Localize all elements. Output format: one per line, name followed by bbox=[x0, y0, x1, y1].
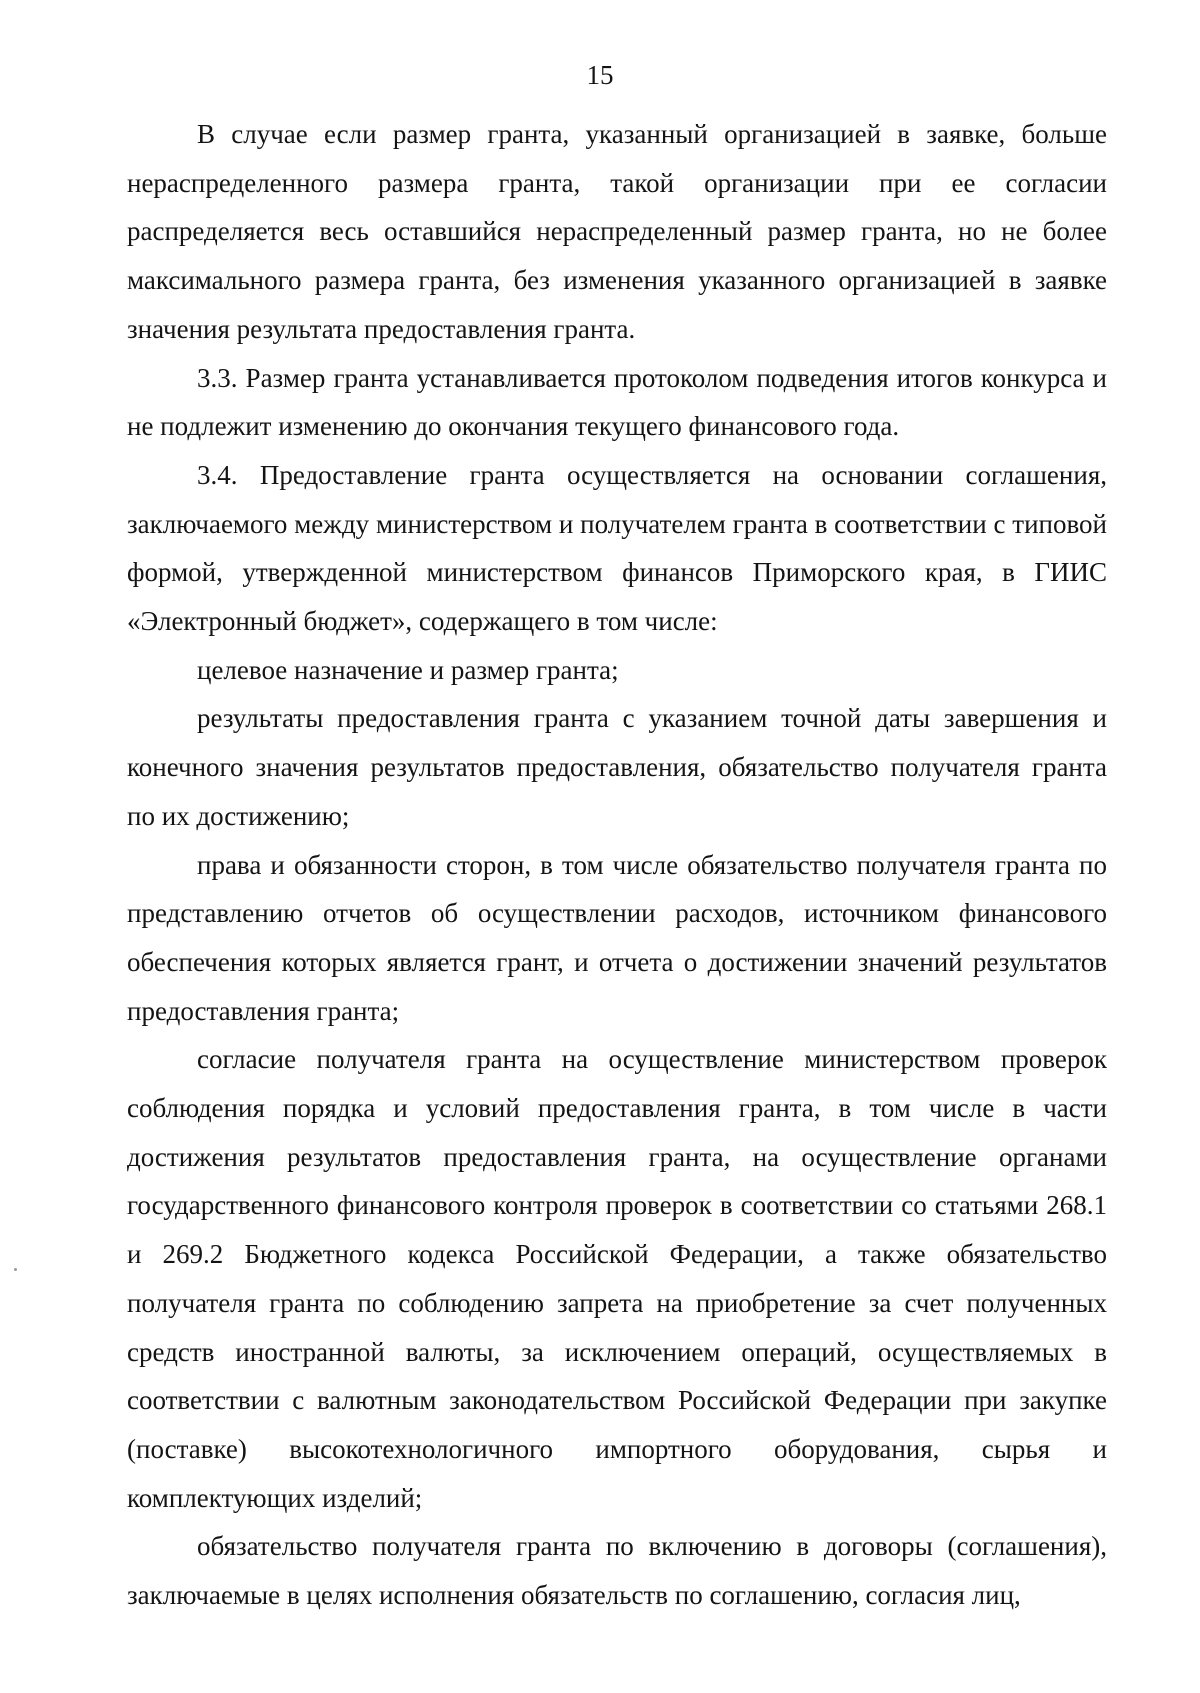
list-item-purpose: целевое назначение и размер гранта; bbox=[197, 654, 619, 685]
paragraph-grant-distribution: В случае если размер гранта, указанный организацией в заявке, больше нераспределенного размера гранта, такой организации при ее согласии распределяется весь оставшийся нераспределенный размер гранта, но не более максимального размера гранта, без изменения указанного организацией в заявке значения результата предоставления гранта. bbox=[127, 119, 1107, 344]
page-number: 15 bbox=[586, 60, 614, 90]
list-item-results: результаты предоставления гранта с указанием точной даты завершения и конечного значения результатов предоставления, обязательство получателя гранта по их достижению; bbox=[127, 703, 1107, 831]
list-item-consent: согласие получателя гранта на осуществление министерством проверок соблюдения порядка и условий предоставления гранта, в том числе в части достижения результатов предоставления гранта, на осуществление органами государственного финансового контроля проверок в соответствии со статьями 268.1 и 269.2 Бюджетного кодекса Российской Федерации, а также обязательство получателя гранта по соблюдению запрета на приобретение за счет полученных средств иностранной валюты, за исключением операций, осуществляемых в соответствии с валютным законодательством Российской Федерации при закупке (поставке) высокотехнологичного импортного оборудования, сырья и комплектующих изделий; bbox=[127, 1044, 1107, 1513]
paragraph-3-3: 3.3. Размер гранта устанавливается протоколом подведения итогов конкурса и не подлежит изменению до окончания текущего финансового года. bbox=[127, 362, 1107, 442]
paragraph-3-4: 3.4. Предоставление гранта осуществляется на основании соглашения, заключаемого между министерством и получателем гранта в соответствии с типовой формой, утвержденной министерством финансов Приморского края, в ГИИС «Электронный бюджет», содержащего в том числе: bbox=[127, 459, 1107, 637]
document-body bbox=[127, 110, 1107, 1620]
scan-speck bbox=[14, 1268, 17, 1271]
list-item-obligation: обязательство получателя гранта по включению в договоры (соглашения), заключаемые в целях исполнения обязательств по соглашению, согласия лиц, bbox=[127, 1531, 1107, 1611]
list-item-rights: права и обязанности сторон, в том числе обязательство получателя гранта по представлению отчетов об осуществлении расходов, источником финансового обеспечения которых является грант, и отчета о достижении значений результатов предоставления гранта; bbox=[127, 849, 1107, 1026]
